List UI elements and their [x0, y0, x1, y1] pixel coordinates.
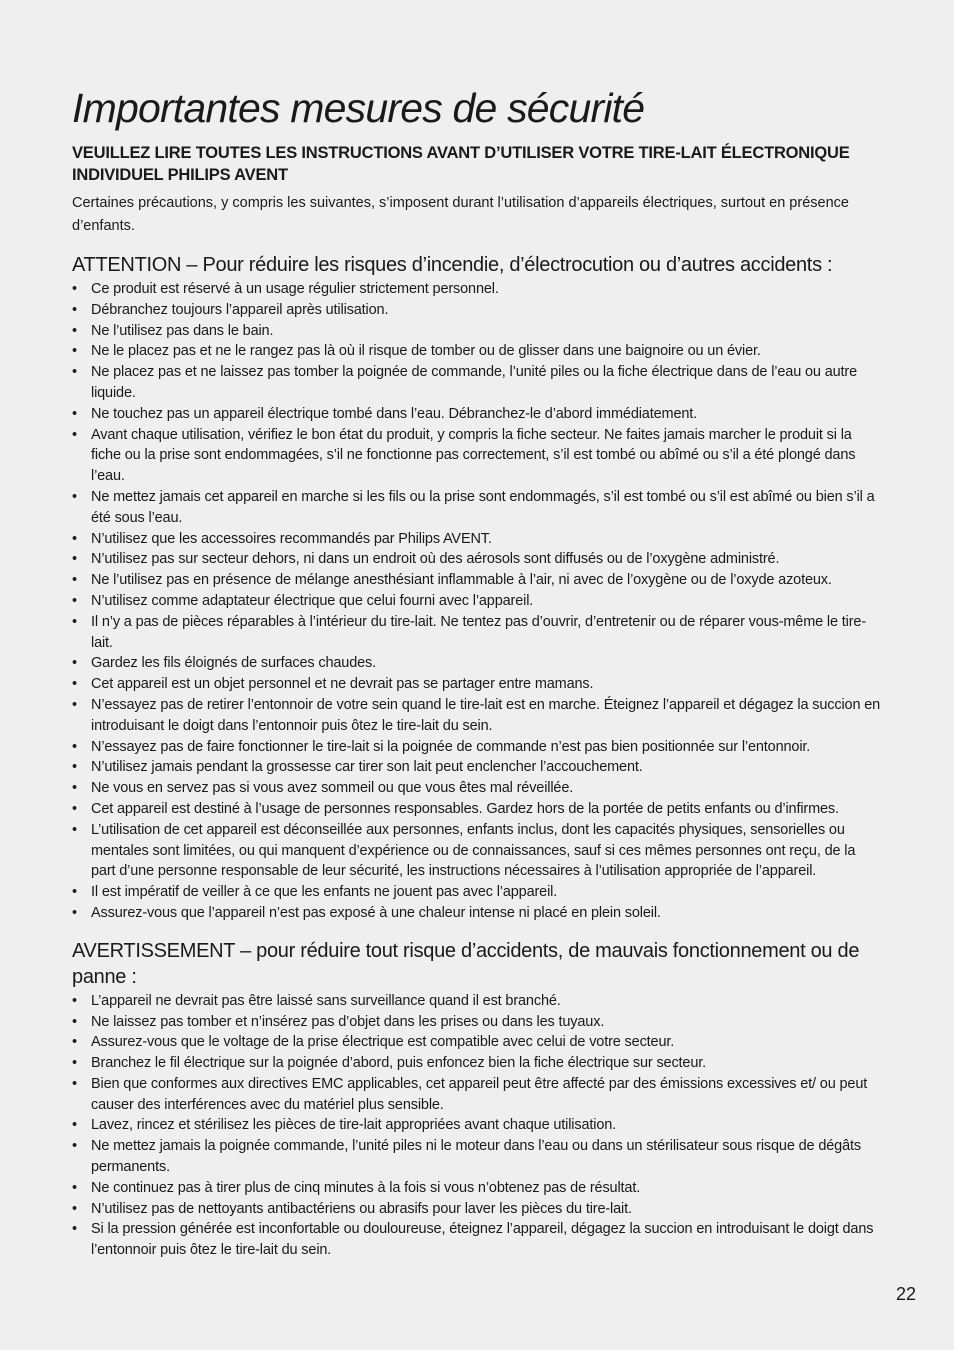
- bullet-icon: •: [72, 322, 77, 339]
- list-item: [72, 612, 882, 654]
- bullet-icon: •: [72, 1034, 77, 1051]
- bullet-icon: •: [72, 1075, 77, 1092]
- bullet-icon: •: [72, 551, 77, 568]
- bullet-icon: •: [72, 572, 77, 589]
- list-item-text: N’essayez pas de faire fonctionner le tire-lait si la poignée de commande n’est pas bien positionnée sur l’entonnoir.: [91, 738, 811, 755]
- bullet-icon: •: [72, 821, 77, 838]
- attention-list: [72, 279, 882, 924]
- bullet-icon: •: [72, 655, 77, 672]
- list-item: [72, 737, 882, 758]
- bullet-icon: •: [72, 301, 77, 318]
- list-item: [72, 549, 882, 570]
- bullet-icon: •: [72, 1117, 77, 1134]
- list-item: [72, 757, 882, 778]
- bullet-icon: •: [72, 1179, 77, 1196]
- list-item-text: Ce produit est réservé à un usage régulier strictement personnel.: [91, 281, 499, 297]
- list-item-text: Débranchez toujours l’appareil après utilisation.: [91, 301, 389, 318]
- list-item: [72, 487, 882, 529]
- list-item-text: L’utilisation de cet appareil est déconseillée aux personnes, enfants inclus, dont les capacités physiques, sensorielles ou mentales sont limitées, ou qui manquent d’expérience ou de connaissances, sauf si ces mêmes personnes ont reçu, de la part d’une personne responsable de leur sécurité, les instructions nécessaires à l’utilisation appropriée de l’appareil.: [91, 821, 856, 880]
- list-item-text: N’utilisez pas de nettoyants antibactériens ou abrasifs pour laver les pièces du tire-lait.: [91, 1200, 632, 1217]
- intro-paragraph: Certaines précautions, y compris les suivantes, s’imposent durant l’utilisation d’appareils électriques, surtout en présence d’enfants.: [72, 195, 849, 234]
- bullet-icon: •: [72, 992, 77, 1009]
- list-item-text: Assurez-vous que le voltage de la prise électrique est compatible avec celui de votre secteur.: [91, 1034, 675, 1051]
- list-item-text: Ne continuez pas à tirer plus de cinq minutes à la fois si vous n’obtenez pas de résultat.: [91, 1179, 641, 1196]
- bullet-icon: •: [72, 613, 77, 630]
- list-item: [72, 279, 882, 300]
- page-title: Importantes mesures de sécurité: [72, 85, 645, 131]
- bullet-icon: •: [72, 592, 77, 609]
- list-item-text: Cet appareil est destiné à l’usage de personnes responsables. Gardez hors de la portée de petits enfants ou d’infirmes.: [91, 800, 839, 817]
- list-item-text: Ne mettez jamais la poignée commande, l’unité piles ni le moteur dans l’eau ou dans un stérilisateur sous risque de dégâts permanents.: [91, 1138, 861, 1176]
- list-item: [72, 404, 882, 425]
- list-item: [72, 778, 882, 799]
- list-item: [72, 362, 882, 404]
- list-item-text: Ne mettez jamais cet appareil en marche si les fils ou la prise sont endommagés, s’il est tombé ou s’il est abîmé ou bien s’il a été sous l’eau.: [91, 488, 875, 526]
- document-page: [72, 84, 882, 1275]
- bullet-icon: •: [72, 759, 77, 776]
- list-item: [72, 1032, 882, 1053]
- bullet-icon: •: [72, 1013, 77, 1030]
- bullet-icon: •: [72, 738, 77, 755]
- list-item: [72, 653, 882, 674]
- attention-heading-text: Pour réduire les risques d’incendie, d’électrocution ou d’autres accidents :: [197, 254, 833, 276]
- list-item: [72, 1219, 882, 1261]
- list-item: [72, 341, 882, 362]
- list-item: [72, 570, 882, 591]
- lead-instruction: VEUILLEZ LIRE TOUTES LES INSTRUCTIONS AVANT D’UTILISER VOTRE TIRE-LAIT ÉLECTRONIQUE INDIVIDUEL PHILIPS AVENT: [72, 144, 850, 184]
- list-item: [72, 1115, 882, 1136]
- bullet-icon: •: [72, 281, 77, 297]
- list-item-text: Ne placez pas et ne laissez pas tomber la poignée de commande, l’unité piles ou la fiche électrique dans de l’eau ou autre liquide.: [91, 364, 857, 401]
- list-item-text: N’utilisez jamais pendant la grossesse car tirer son lait peut enclencher l’accouchement.: [91, 759, 643, 776]
- list-item: [72, 991, 882, 1012]
- list-item: [72, 1199, 882, 1220]
- list-item-text: Ne touchez pas un appareil électrique tombé dans l’eau. Débranchez-le d’abord immédiatement.: [91, 405, 698, 422]
- list-item: [72, 882, 882, 903]
- bullet-icon: •: [72, 364, 77, 381]
- list-item-text: Il est impératif de veiller à ce que les enfants ne jouent pas avec l’appareil.: [91, 884, 558, 901]
- list-item: [72, 1012, 882, 1033]
- bullet-icon: •: [72, 1138, 77, 1155]
- attention-keyword: ATTENTION –: [72, 254, 198, 276]
- list-item-text: Branchez le fil électrique sur la poignée d’abord, puis enfoncez bien la fiche électrique sur secteur.: [91, 1055, 707, 1072]
- list-item-text: Avant chaque utilisation, vérifiez le bon état du produit, y compris la fiche secteur. Ne faites jamais marcher le produit si la fiche ou la prise sont endommagées, s’il ne fonctionne pas correctement, s’il est tombé ou abîmé ou s’il a été plongé dans l’eau.: [91, 426, 856, 485]
- bullet-icon: •: [72, 426, 77, 443]
- list-item: [72, 1178, 882, 1199]
- list-item: [72, 903, 882, 924]
- bullet-icon: •: [72, 780, 77, 797]
- list-item: [72, 695, 882, 737]
- list-item-text: N’utilisez que les accessoires recommandés par Philips AVENT.: [91, 530, 492, 547]
- list-item-text: N’essayez pas de retirer l’entonnoir de votre sein quand le tire-lait est en marche. Éteignez l’appareil et dégagez la succion en introduisant le doigt dans l’entonnoir puis ôtez le tire-lait du sein.: [91, 696, 881, 734]
- bullet-icon: •: [72, 488, 77, 505]
- list-item: [72, 799, 882, 820]
- list-item: [72, 1074, 882, 1116]
- list-item: [72, 820, 882, 882]
- list-item: [72, 1136, 882, 1178]
- list-item-text: L’appareil ne devrait pas être laissé sans surveillance quand il est branché.: [91, 992, 561, 1009]
- list-item-text: Ne laissez pas tomber et n’insérez pas d’objet dans les prises ou dans les tuyaux.: [91, 1013, 605, 1030]
- list-item: [72, 321, 882, 342]
- list-item: [72, 591, 882, 612]
- list-item-text: Assurez-vous que l’appareil n’est pas exposé à une chaleur intense ni placé en plein soleil.: [91, 904, 661, 921]
- bullet-icon: •: [72, 904, 77, 921]
- list-item-text: Ne le placez pas et ne le rangez pas là où il risque de tomber ou de glisser dans une baignoire ou un évier.: [91, 343, 761, 360]
- page-number: 22: [896, 1284, 917, 1304]
- list-item-text: Lavez, rincez et stérilisez les pièces de tire-lait appropriées avant chaque utilisation.: [91, 1117, 617, 1134]
- avertissement-keyword: AVERTISSEMENT –: [72, 939, 251, 962]
- list-item: [72, 300, 882, 321]
- list-item-text: Ne l’utilisez pas dans le bain.: [91, 322, 274, 339]
- list-item-text: Bien que conformes aux directives EMC applicables, cet appareil peut être affecté par des émissions excessives et/ ou peut causer des interférences avec du matériel plus sensible.: [91, 1075, 868, 1113]
- list-item: [72, 425, 882, 487]
- avertissement-heading: [72, 938, 882, 990]
- list-item-text: Il n’y a pas de pièces réparables à l’intérieur du tire-lait. Ne tentez pas d’ouvrir, d’entretenir ou de réparer vous-même le tire-lait.: [91, 613, 867, 651]
- bullet-icon: •: [72, 405, 77, 422]
- list-item-text: N’utilisez pas sur secteur dehors, ni dans un endroit où des aérosols sont diffusés ou de l’oxygène administré.: [91, 551, 780, 568]
- list-item: [72, 1053, 882, 1074]
- avertissement-list: [72, 991, 882, 1261]
- list-item-text: Ne vous en servez pas si vous avez sommeil ou que vous êtes mal réveillée.: [91, 780, 574, 797]
- bullet-icon: •: [72, 696, 77, 713]
- avertissement-heading-text: pour réduire tout risque d’accidents, de mauvais fonctionnement ou de panne :: [72, 939, 860, 988]
- bullet-icon: •: [72, 343, 77, 360]
- bullet-icon: •: [72, 1055, 77, 1072]
- list-item-text: Cet appareil est un objet personnel et ne devrait pas se partager entre mamans.: [91, 676, 594, 693]
- bullet-icon: •: [72, 800, 77, 817]
- bullet-icon: •: [72, 1200, 77, 1217]
- bullet-icon: •: [72, 530, 77, 547]
- list-item-text: Si la pression générée est inconfortable ou douloureuse, éteignez l’appareil, dégagez la succion en introduisant le doigt dans l’entonnoir puis ôtez le tire-lait du sein.: [91, 1221, 874, 1259]
- attention-heading: [72, 252, 882, 278]
- bullet-icon: •: [72, 1221, 77, 1238]
- bullet-icon: •: [72, 884, 77, 901]
- list-item: [72, 529, 882, 550]
- list-item-text: Gardez les fils éloignés de surfaces chaudes.: [91, 655, 377, 672]
- list-item-text: Ne l’utilisez pas en présence de mélange anesthésiant inflammable à l’air, ni avec de l’oxygène ou de l’oxyde azoteux.: [91, 572, 832, 589]
- list-item-text: N’utilisez comme adaptateur électrique que celui fourni avec l’appareil.: [91, 592, 534, 609]
- list-item: [72, 674, 882, 695]
- bullet-icon: •: [72, 676, 77, 693]
